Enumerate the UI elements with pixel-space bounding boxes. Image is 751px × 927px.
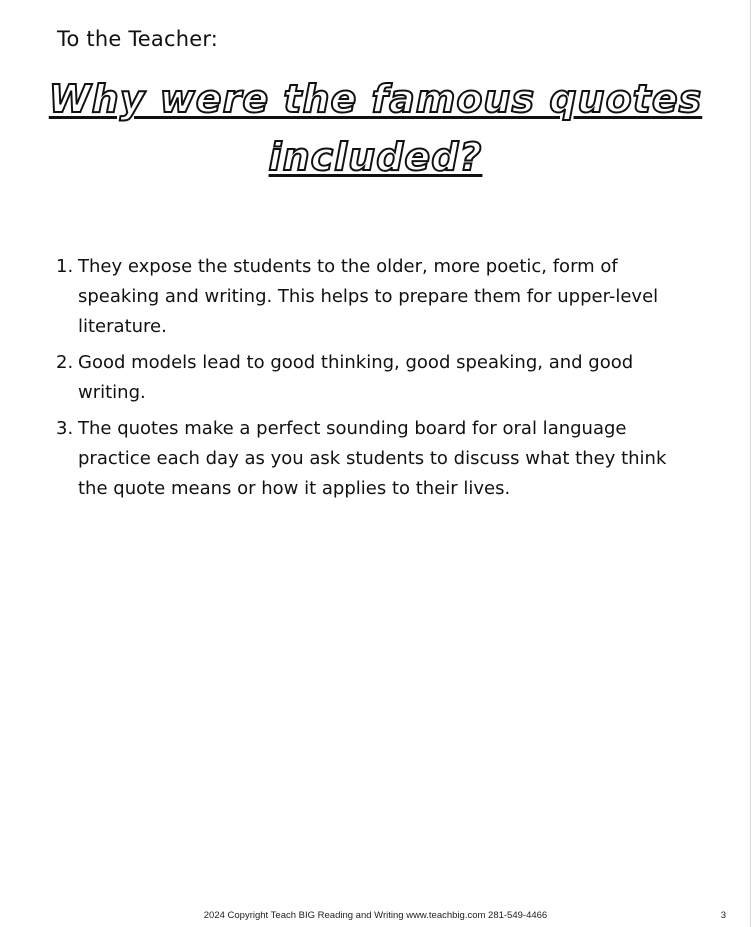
list-item-text: They expose the students to the older, more poetic, form of speaking and writing. This helps to prepare them for upper-level literature.	[78, 256, 659, 337]
list-item	[56, 414, 696, 504]
list-item-number: 3.	[56, 418, 74, 439]
page-number: 3	[720, 910, 726, 921]
list-item	[56, 348, 696, 408]
title-line-2: included?	[268, 135, 483, 179]
list-item-number: 2.	[56, 352, 74, 373]
footer-copyright: 2024 Copyright Teach BIG Reading and Writing www.teachbig.com 281-549-4466	[203, 910, 548, 921]
list-item-text: Good models lead to good thinking, good speaking, and good writing.	[78, 352, 634, 403]
list-item-text: The quotes make a perfect sounding board for oral language practice each day as you ask students to discuss what they think the quote means or how it applies to their lives.	[78, 418, 667, 499]
title-line-1: Why were the famous quotes	[48, 77, 703, 121]
page-title	[0, 70, 751, 186]
reasons-list	[56, 252, 696, 510]
greeting-heading: To the Teacher:	[57, 27, 219, 51]
list-item-number: 1.	[56, 256, 74, 277]
list-item	[56, 252, 696, 342]
